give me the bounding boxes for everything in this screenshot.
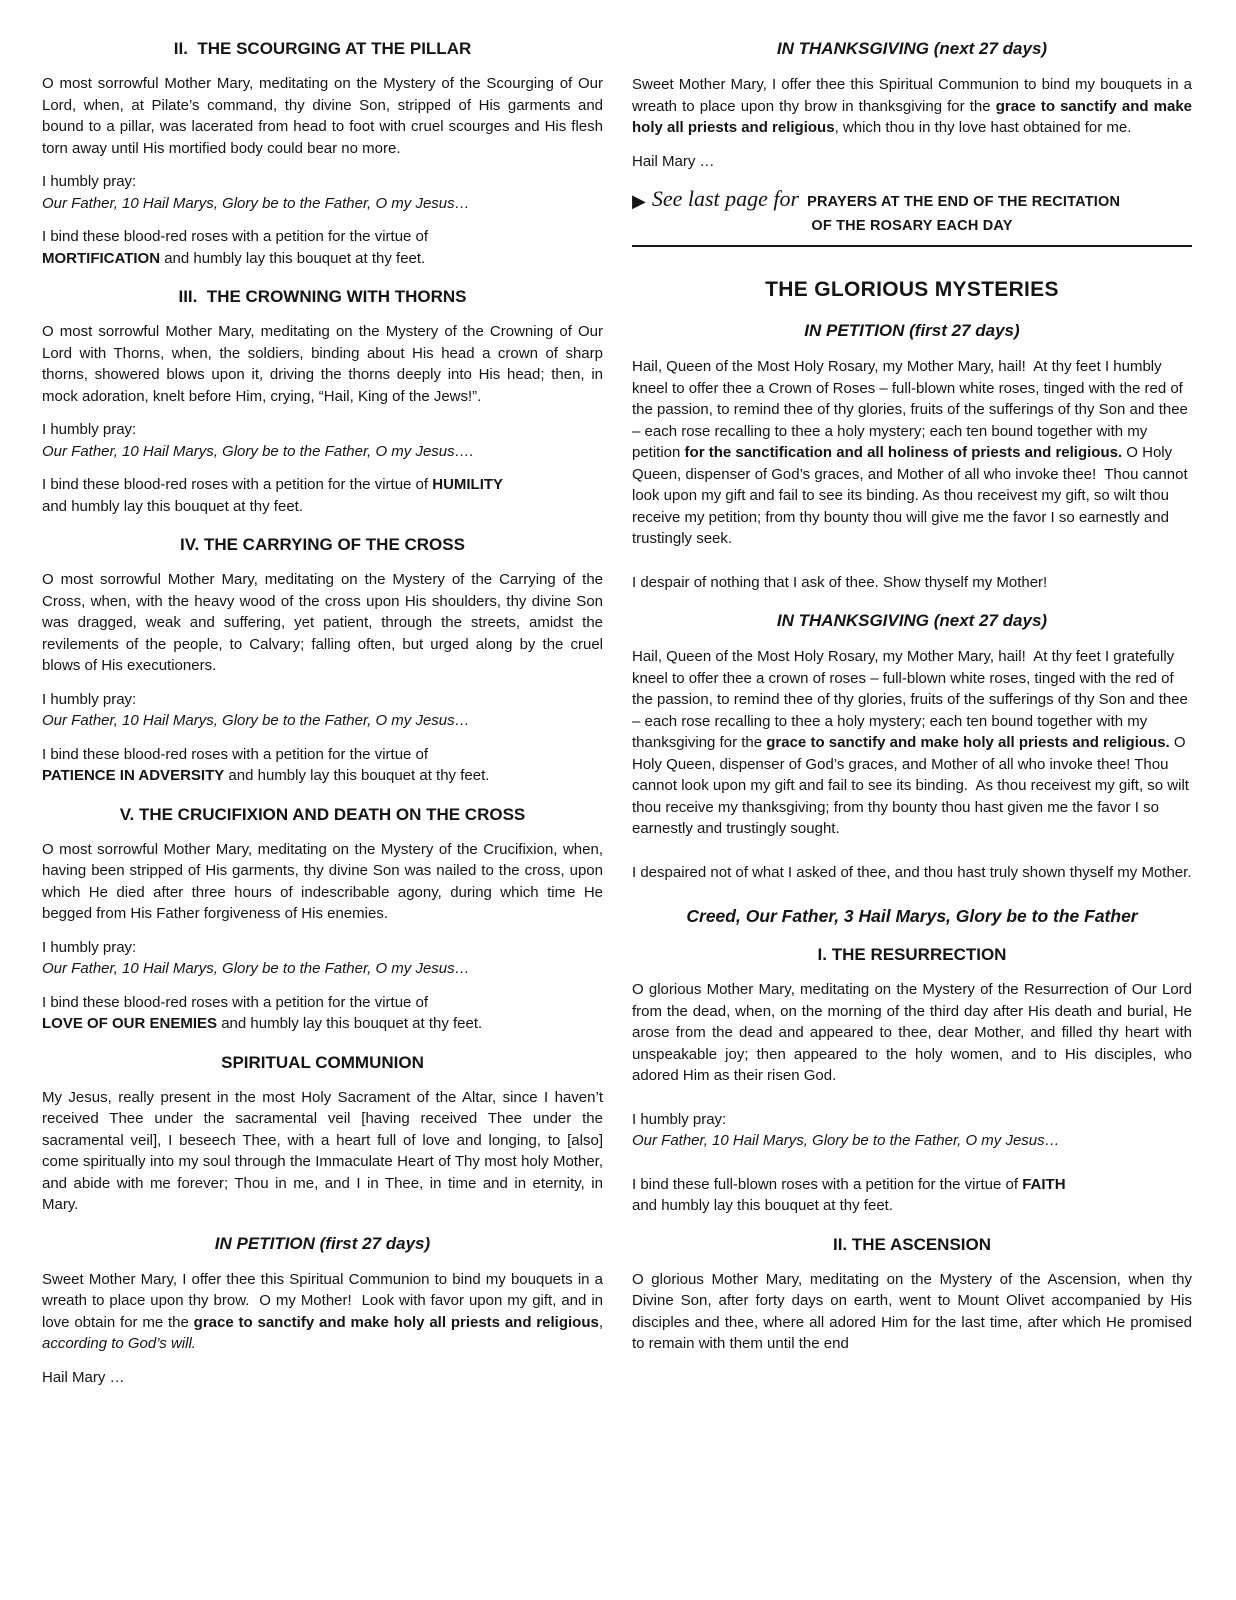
text-run: HUMILITY [432, 476, 504, 493]
subheading: IN PETITION (first 27 days) [804, 321, 1020, 340]
text-run: and humbly lay this bouquet at thy feet. [42, 497, 303, 515]
subheading: IN PETITION (first 27 days) [214, 1233, 431, 1253]
text-run: and humbly lay this bouquet at thy feet. [217, 1015, 483, 1032]
text-run: Our Father, 10 Hail Marys, Glory be to the Father, O my Jesus… [42, 712, 470, 729]
paragraph [42, 1269, 603, 1355]
section-heading: V. THE CRUCIFIXION AND DEATH ON THE CROSS [119, 804, 526, 824]
text-run: I despaired not of what I asked of thee, and thou hast truly shown thyself my Mother. [632, 863, 1192, 881]
see-last-page-note [632, 186, 1192, 212]
text-run: I humbly pray: [632, 1110, 727, 1128]
right-column [632, 38, 1192, 1600]
text-run: grace to sanctify and make holy all priests and religious [632, 97, 1193, 136]
text-run: for the sanctification and all holiness of priests and religious. [684, 444, 1123, 461]
text-run: Our Father, 10 Hail Marys, Glory be to the Father, O my Jesus… [42, 194, 470, 212]
paragraph [42, 226, 603, 269]
paragraph [632, 1109, 1192, 1152]
section-heading: III. THE CROWNING WITH THORNS [178, 287, 467, 306]
section-heading: II. THE ASCENSION [832, 1234, 992, 1254]
paragraph [632, 356, 1192, 550]
paragraph [632, 979, 1192, 1087]
text-run: Sweet Mother Mary, I offer thee this Spiritual Communion to bind my bouquets in a wreath to place upon thy brow. O my Mother! Look with favor upon my gift, and in love obtain for me the [42, 1270, 603, 1331]
text-run: and humbly lay this bouquet at thy feet. [160, 249, 426, 267]
section-heading: SPIRITUAL COMMUNION [221, 1052, 424, 1072]
text-run: I humbly pray: [42, 938, 137, 956]
text-run: O glorious Mother Mary, meditating on the Mystery of the Resurrection of Our Lord from the dead, when, on the morning of the third day after His death and burial, He arose from the dead and appeared to thee, dear Mother, and filled thy heart with unspeakable joy; then appeared to the holy women, and to His disciples, who adored Him as their risen God. [632, 981, 1192, 1084]
text-run: O most sorrowful Mother Mary, meditating on the Mystery of the Carrying of the Cross, when, with the heavy wood of the cross upon His shoulders, thy divine Son was dragged, weak and suffering, yet patient, through the streets, amidst the revilements of the people, to Calvary; falling often, but urged along by the cruel blows of His executioners. [42, 571, 603, 674]
text-run: I bind these blood-red roses with a petition for the virtue of [42, 476, 433, 493]
text-run: O most sorrowful Mother Mary, meditating on the Mystery of the Crowning of Our Lord with Thorns, when, the soldiers, binding about His head a crown of sharp thorns, showered blows upon it, driving the thorns deeply into His head; then, in mock adoration, knelt before Him, crying, “Hail, King of the Jews!”. [42, 323, 603, 405]
paragraph [42, 569, 603, 677]
arrow-right-icon: ▶ [632, 191, 646, 211]
text-run: and humbly lay this bouquet at thy feet. [224, 767, 490, 784]
section-heading: I. THE RESURRECTION [817, 945, 1007, 964]
paragraph [632, 1269, 1192, 1355]
paragraph [632, 572, 1192, 594]
text-run: , [598, 1313, 603, 1331]
note-lead-text: See last page for [651, 186, 800, 211]
text-run: according to God’s will. [42, 1335, 196, 1352]
text-run: I humbly pray: [42, 690, 137, 708]
text-run: I bind these blood-red roses with a petition for the virtue of [42, 745, 429, 763]
text-run: and humbly lay this bouquet at thy feet. [632, 1197, 893, 1214]
paragraph [42, 73, 603, 159]
paragraph [632, 862, 1192, 884]
creed-line: Creed, Our Father, 3 Hail Marys, Glory be to the Father [686, 906, 1138, 926]
text-run: Hail, Queen of the Most Holy Rosary, my Mother Mary, hail! At thy feet I gratefully kneel to offer thee a crown of roses – full-blown white roses, tinged with the red of the passion, to remind thee of thy glories, fruits of the sufferings of thy Son and thee – each rose recalling to thee a holy mystery; each ten bound together with my thanksgiving for the [632, 648, 1188, 751]
text-run: Hail, Queen of the Most Holy Rosary, my Mother Mary, hail! At thy feet I humbly kneel to offer thee a Crown of Roses – full-blown white roses, tinged with the red of the passion, to remind thee of thy glories, fruits of the sufferings of thy Son and thee – each rose recalling to thee a holy mystery; each ten bound together with my petition [632, 358, 1188, 461]
text-run: LOVE OF OUR ENEMIES [42, 1015, 218, 1032]
text-run: Our Father, 10 Hail Marys, Glory be to the Father, O my Jesus… [632, 1132, 1060, 1149]
text-run: PATIENCE IN ADVERSITY [42, 767, 225, 784]
paragraph [42, 744, 603, 787]
paragraph [42, 171, 603, 214]
text-run: Sweet Mother Mary, I offer thee this Spiritual Communion to bind my bouquets in a wreath to place upon thy brow in thanksgiving for the [632, 76, 1192, 115]
paragraph [632, 151, 1192, 173]
left-column [42, 38, 603, 1600]
text-run: O glorious Mother Mary, meditating on the Mystery of the Ascension, when thy Divine Son, after forty days on earth, went to Mount Olivet accompanied by His disciples and thee, where all adored Him for the last time, after which He promised to remain with them until the end [632, 1270, 1192, 1352]
text-run: O Holy Queen, dispenser of God’s graces, and Mother of all who invoke thee! Thou cannot look upon my gift and fail to see its binding. As thou receivest my gift, so wilt thou receive my thanksgiving; from thy bounty thou hast given me the favor I so earnestly and trustingly sought. [632, 734, 1189, 837]
section-heading: II. THE SCOURGING AT THE PILLAR [173, 39, 472, 58]
note-caps-text: PRAYERS AT THE END OF THE RECITATION [807, 194, 1121, 210]
text-run: FAITH [1022, 1175, 1066, 1193]
paragraph [632, 1174, 1192, 1217]
text-run: Hail Mary … [42, 1368, 125, 1386]
paragraph [42, 839, 603, 925]
paragraph [42, 992, 603, 1035]
text-run: grace to sanctify and make holy all priests and religious. [766, 734, 1170, 751]
text-run: MORTIFICATION [42, 249, 161, 267]
subheading: IN THANKSGIVING (next 27 days) [776, 39, 1048, 58]
paragraph [42, 321, 603, 407]
text-run: My Jesus, really present in the most Holy Sacrament of the Altar, since I haven’t received Thee under the sacramental veil [having received Thee under the sacramental veil], I beseech Thee, with a heart full of love and longing, to [also] come spiritually into my soul through the Immaculate Heart of Thy most holy Mother, and abide with me forever; Thou in me, and I in Thee, in time and in eternity, in Mary. [42, 1088, 603, 1213]
text-run: I humbly pray: [42, 173, 137, 190]
paragraph [42, 474, 603, 517]
paragraph [42, 419, 603, 462]
text-run: I humbly pray: [42, 421, 137, 438]
divider-rule [632, 245, 1192, 247]
text-run: , which thou in thy love hast obtained for me. [834, 119, 1132, 136]
note-caps-text-line2: OF THE ROSARY EACH DAY [811, 218, 1013, 234]
text-run: Our Father, 10 Hail Marys, Glory be to the Father, O my Jesus… [42, 960, 470, 977]
paragraph [42, 1087, 603, 1216]
paragraph [42, 689, 603, 732]
text-run: I bind these full-blown roses with a petition for the virtue of [632, 1175, 1023, 1193]
text-run: Our Father, 10 Hail Marys, Glory be to the Father, O my Jesus…. [42, 442, 474, 460]
text-run: I despair of nothing that I ask of thee. Show thyself my Mother! [632, 573, 1048, 591]
paragraph [632, 646, 1192, 840]
text-run: O Holy Queen, dispenser of God’s graces, and Mother of all who invoke thee! Thou cannot look upon my gift and fail to see its binding. As thou receivest my gift, so wilt thou receive my petition; from thy bounty thou will give me the favor I so earnestly and trustingly seek. [632, 444, 1188, 547]
paragraph [632, 74, 1192, 139]
text-run: I bind these blood-red roses with a petition for the virtue of [42, 993, 429, 1011]
text-run: O most sorrowful Mother Mary, meditating on the Mystery of the Crucifixion, when, having been stripped of His garments, thy divine Son was nailed to the cross, upon which He died after three hours of indescribable agony, during which time He begged from His Father forgiveness of His enemies. [42, 840, 603, 922]
section-heading: IV. THE CARRYING OF THE CROSS [180, 535, 465, 554]
main-heading: THE GLORIOUS MYSTERIES [765, 278, 1059, 301]
subheading: IN THANKSGIVING (next 27 days) [776, 611, 1048, 630]
text-run: I bind these blood-red roses with a petition for the virtue of [42, 228, 429, 245]
paragraph [42, 937, 603, 980]
paragraph [42, 1367, 603, 1389]
text-run: Hail Mary … [632, 152, 715, 170]
text-run: grace to sanctify and make holy all priests and religious [193, 1313, 599, 1331]
text-run: O most sorrowful Mother Mary, meditating on the Mystery of the Scourging of Our Lord, when, at Pilate’s command, thy divine Son, stripped of His garments and bound to a pillar, was lacerated from head to foot with cruel scourges and His flesh torn away until His mortified body could bear no more. [42, 75, 603, 157]
